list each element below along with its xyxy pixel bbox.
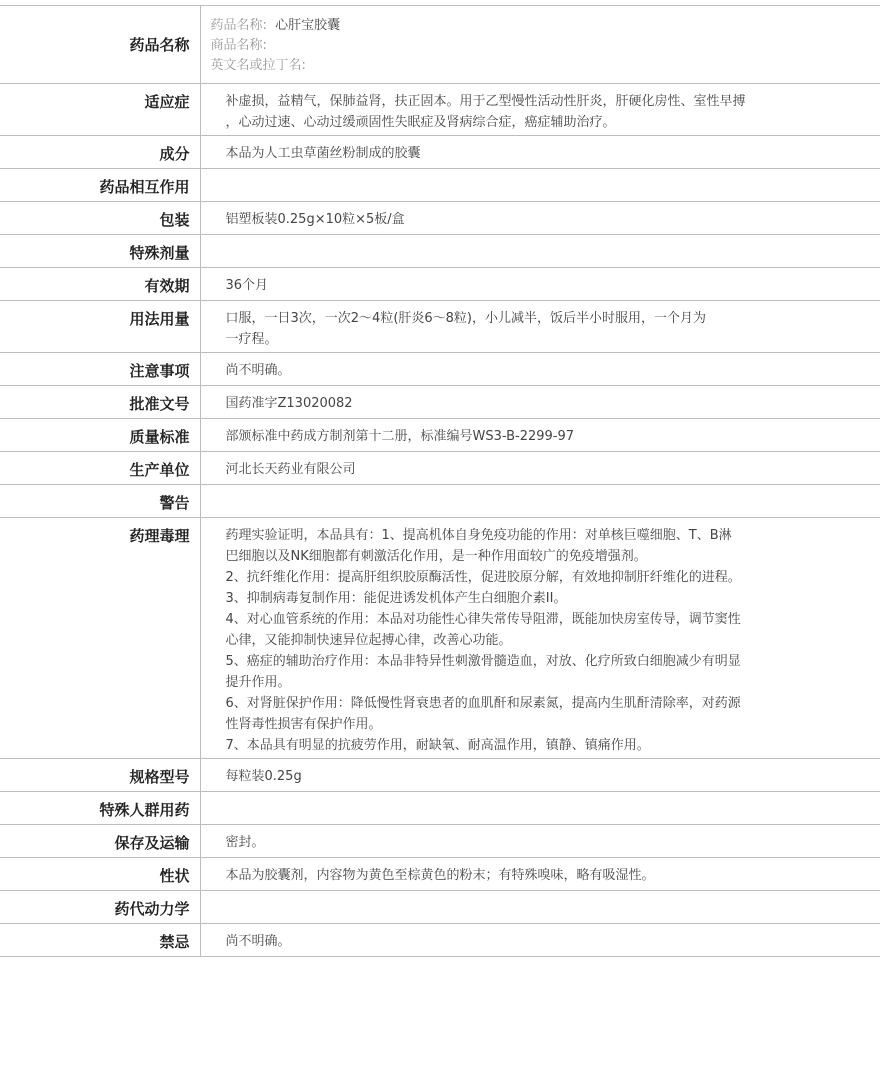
row-label	[0, 386, 200, 419]
row-label	[0, 84, 200, 136]
label-text: 药品相互作用	[99, 178, 190, 196]
row-label	[0, 301, 200, 353]
value-line: 本品为胶囊剂，内容物为黄色至棕黄色的粉末；有特殊嗅味，略有吸湿性。	[225, 868, 655, 883]
row-value	[200, 825, 880, 858]
value-line: 铝塑板装0.25g×10粒×5板/盒	[225, 212, 405, 227]
row-pharmacology	[0, 518, 880, 759]
row-value	[200, 136, 880, 169]
row-standard	[0, 419, 880, 452]
value-line: 2、抗纤维化作用：提高肝组织胶原酶活性，促进胶原分解，有效地抑制肝纤维化的进程。	[225, 570, 741, 585]
row-label	[0, 419, 200, 452]
row-warning	[0, 485, 880, 518]
value-line: 密封。	[225, 835, 265, 850]
row-usage	[0, 301, 880, 353]
value-line: 心律，又能抑制快速异位起搏心律，改善心功能。	[225, 633, 512, 648]
row-value	[200, 891, 880, 924]
label-text: 特殊人群用药	[99, 801, 190, 819]
row-value	[200, 858, 880, 891]
value-line: 部颁标准中药成方制剂第十二册，标准编号WS3-B-2299-97	[225, 429, 575, 444]
value-line: ，心动过速、心动过缓顽固性失眠症及肾病综合症，癌症辅助治疗。	[225, 115, 616, 130]
label-text: 保存及运输	[114, 834, 190, 852]
row-validity	[0, 268, 880, 301]
row-value	[200, 485, 880, 518]
row-drug-name	[0, 6, 880, 84]
row-value	[200, 353, 880, 386]
row-label	[0, 858, 200, 891]
label-text: 包装	[159, 211, 190, 229]
row-value	[200, 301, 880, 353]
row-appearance	[0, 858, 880, 891]
row-label	[0, 891, 200, 924]
row-label	[0, 452, 200, 485]
row-value	[200, 268, 880, 301]
value-line: 提升作用。	[225, 675, 291, 690]
english-name-label: 英文名或拉丁名:	[210, 58, 306, 73]
name-block	[200, 6, 880, 84]
value-line: 补虚损，益精气，保肺益肾，扶正固本。用于乙型慢性活动性肝炎，肝硬化房性、室性早搏	[225, 94, 746, 109]
row-contraindications	[0, 924, 880, 957]
label-text: 成分	[159, 145, 190, 163]
value-line: 每粒装0.25g	[225, 769, 302, 784]
row-label	[0, 202, 200, 235]
value-line: 7、本品具有明显的抗疲劳作用，耐缺氧、耐高温作用，镇静、镇痛作用。	[225, 738, 650, 753]
value-line: 河北长天药业有限公司	[225, 462, 356, 477]
row-value	[200, 202, 880, 235]
row-interactions	[0, 169, 880, 202]
row-label	[0, 353, 200, 386]
trade-name-label: 商品名称:	[210, 38, 267, 53]
row-label	[0, 169, 200, 202]
row-packaging	[0, 202, 880, 235]
drug-name-label: 药品名称:	[210, 18, 267, 33]
value-line: 一疗程。	[225, 332, 278, 347]
row-label	[0, 924, 200, 957]
row-special-population	[0, 792, 880, 825]
label-text: 药理毒理	[129, 527, 190, 545]
value-line: 巴细胞以及NK细胞都有刺激活化作用，是一种作用面较广的免疫增强剂。	[225, 549, 647, 564]
row-special-dose	[0, 235, 880, 268]
value-line: 尚不明确。	[225, 363, 291, 378]
label-text: 注意事项	[129, 362, 190, 380]
row-manufacturer	[0, 452, 880, 485]
value-line: 4、对心血管系统的作用：本品对功能性心律失常传导阻滞，既能加快房室传导，调节窦性	[225, 612, 741, 627]
label-text: 警告	[159, 494, 190, 512]
row-ingredients	[0, 136, 880, 169]
label-text: 生产单位	[129, 461, 190, 479]
label-text: 规格型号	[129, 768, 190, 786]
row-value	[200, 84, 880, 136]
label-text: 药品名称	[129, 36, 190, 54]
row-value	[200, 169, 880, 202]
row-value	[200, 759, 880, 792]
value-line: 性肾毒性损害有保护作用。	[225, 717, 382, 732]
value-line: 3、抑制病毒复制作用：能促进诱发机体产生白细胞介素II。	[225, 591, 567, 606]
row-label	[0, 485, 200, 518]
row-spec	[0, 759, 880, 792]
row-value	[200, 386, 880, 419]
row-approval	[0, 386, 880, 419]
row-pharmacokinetics	[0, 891, 880, 924]
label-text: 用法用量	[129, 310, 190, 328]
label-text: 特殊剂量	[129, 244, 190, 262]
row-label	[0, 825, 200, 858]
row-label	[0, 268, 200, 301]
value-line: 药理实验证明，本品具有：1、提高机体自身免疫功能的作用：对单核巨噬细胞、T、B淋	[225, 528, 732, 543]
label-text: 有效期	[144, 277, 190, 295]
label-text: 禁忌	[159, 933, 190, 951]
label-text: 性状	[159, 867, 190, 885]
drug-name-line	[211, 16, 861, 36]
label-text: 药代动力学	[114, 900, 190, 918]
label-text: 适应症	[144, 93, 190, 111]
row-label	[0, 792, 200, 825]
drug-info-table	[0, 5, 880, 957]
row-value	[200, 924, 880, 957]
row-label	[0, 518, 200, 759]
row-label	[0, 136, 200, 169]
row-value	[200, 792, 880, 825]
value-line: 国药准字Z13020082	[225, 396, 353, 411]
row-precautions	[0, 353, 880, 386]
row-value	[200, 235, 880, 268]
drug-name-value: 心肝宝胶囊	[275, 18, 341, 33]
value-line: 36个月	[225, 278, 269, 293]
value-line: 口服，一日3次，一次2～4粒(肝炎6～8粒)，小儿减半，饭后半小时服用，一个月为	[225, 311, 706, 326]
row-value	[200, 518, 880, 759]
value-line: 5、癌症的辅助治疗作用：本品非特异性刺激骨髓造血，对放、化疗所致白细胞减少有明显	[225, 654, 741, 669]
row-label	[0, 6, 200, 84]
row-value	[200, 419, 880, 452]
label-text: 质量标准	[129, 428, 190, 446]
row-label	[0, 759, 200, 792]
value-line: 本品为人工虫草菌丝粉制成的胶囊	[225, 146, 421, 161]
row-storage	[0, 825, 880, 858]
row-indications	[0, 84, 880, 136]
value-line: 6、对肾脏保护作用：降低慢性肾衰患者的血肌酐和尿素氮，提高内生肌酐清除率，对药源	[225, 696, 741, 711]
value-line: 尚不明确。	[225, 934, 291, 949]
label-text: 批准文号	[129, 395, 190, 413]
row-value	[200, 452, 880, 485]
row-label	[0, 235, 200, 268]
